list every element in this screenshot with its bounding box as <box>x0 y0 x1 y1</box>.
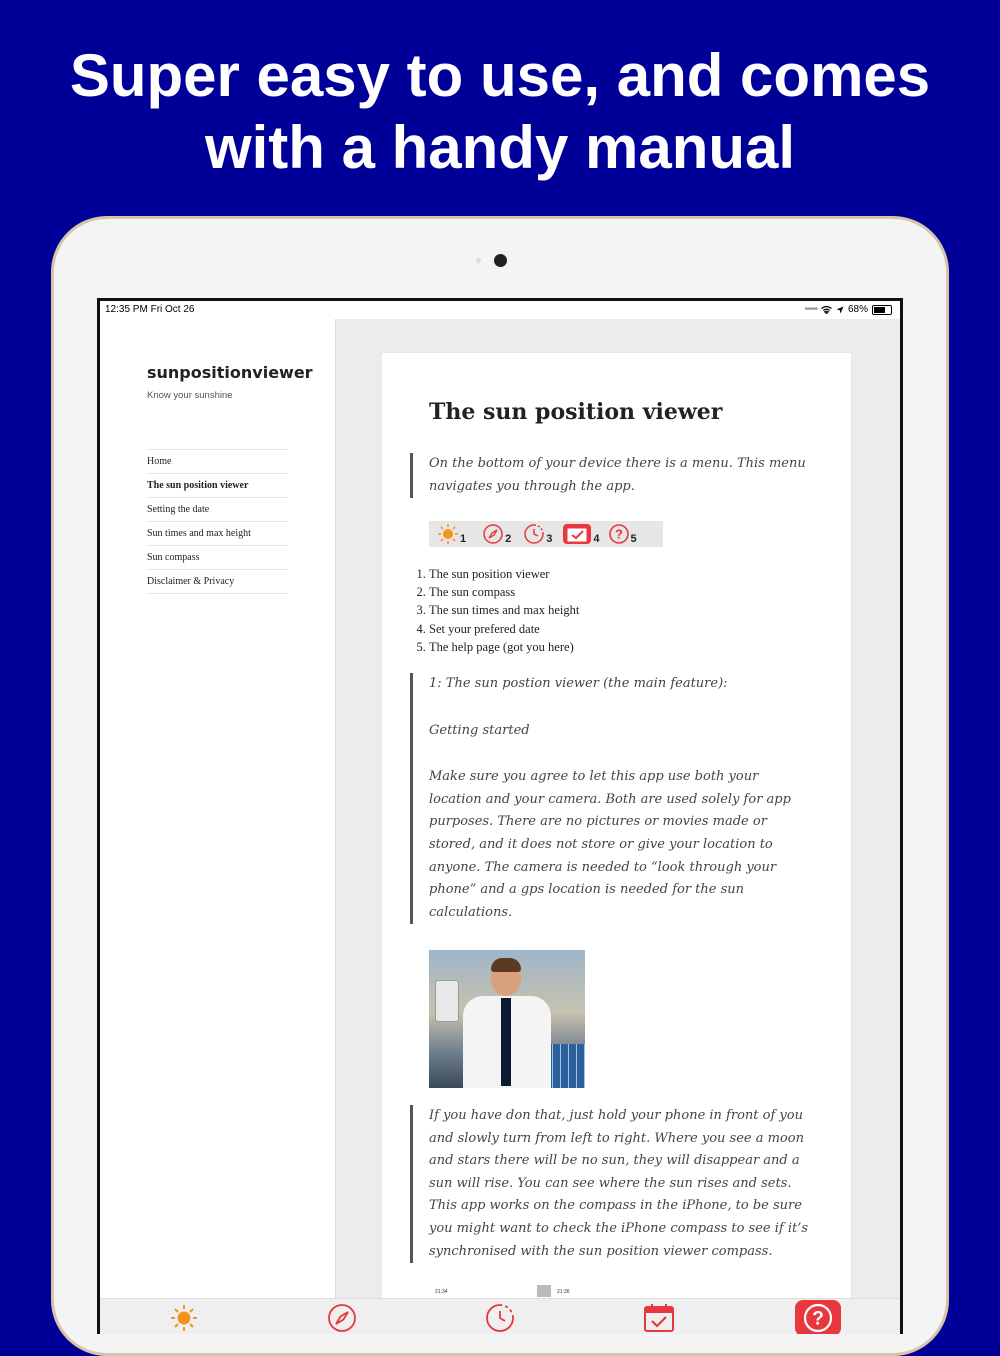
calendar-icon <box>562 523 592 545</box>
nav-item-sun-times[interactable]: Sun times and max height <box>147 521 288 545</box>
nav-item-sun-position-viewer[interactable]: The sun position viewer <box>147 473 288 497</box>
tab-sun[interactable] <box>168 1302 200 1334</box>
thumb-placeholder <box>537 1285 551 1297</box>
sensor-dot <box>476 258 481 263</box>
menu-list <box>410 565 579 656</box>
article <box>382 353 851 1313</box>
intro-quote: On the bottom of your device there is a menu. This menu navigates you through the app. <box>410 453 809 498</box>
photo-man-hair <box>491 958 521 972</box>
help-icon <box>608 523 630 545</box>
compass-icon <box>327 1303 357 1333</box>
tab-sun-times[interactable] <box>484 1302 516 1334</box>
sun-icon <box>437 523 459 545</box>
battery-percent: 68% <box>847 304 868 315</box>
section-quote <box>410 673 809 924</box>
site-title[interactable]: sunpositionviewer <box>147 363 313 382</box>
nav-item-setting-the-date[interactable]: Setting the date <box>147 497 288 521</box>
front-camera <box>494 254 507 267</box>
man-with-phone-photo <box>429 950 585 1088</box>
photo-man-tie <box>501 998 511 1086</box>
legend-item-sun <box>437 523 466 545</box>
location-arrow-icon <box>836 306 844 314</box>
sidebar <box>100 319 335 1319</box>
nav-item-sun-compass[interactable]: Sun compass <box>147 545 288 569</box>
nav-item-disclaimer[interactable]: Disclaimer & Privacy <box>147 569 288 594</box>
calendar-icon <box>643 1303 675 1333</box>
list-item: 4. Set your prefered date <box>429 620 579 638</box>
legend-item-compass <box>482 523 511 545</box>
photo-phone <box>435 980 459 1022</box>
sidebar-nav <box>147 449 288 594</box>
status-bar <box>100 301 900 319</box>
tab-compass[interactable] <box>326 1302 358 1334</box>
menu-legend-image <box>429 521 663 547</box>
legend-number-2: 2 <box>505 533 512 545</box>
compass-icon <box>482 523 504 545</box>
legend-number-4: 4 <box>593 533 600 545</box>
article-title: The sun position viewer <box>429 399 723 425</box>
site-tagline: Know your sunshine <box>147 390 233 401</box>
tab-date[interactable] <box>643 1302 675 1334</box>
thumb-time-1: 21:34 <box>435 1289 448 1295</box>
signal-dots-icon: ••••• <box>804 304 817 315</box>
section-subheading: Getting started <box>429 722 530 738</box>
clock-icon <box>485 1303 515 1333</box>
legend-number-5: 5 <box>630 533 637 545</box>
section-heading: 1: The sun postion viewer (the main feature): <box>429 676 728 691</box>
legend-item-help <box>608 523 637 545</box>
svg-text:?: ? <box>812 1308 824 1330</box>
clock-icon <box>523 523 545 545</box>
list-item: 3. The sun times and max height <box>429 601 579 619</box>
ipad-screen <box>97 298 903 1334</box>
legend-number-3: 3 <box>546 533 553 545</box>
headline-line-1: Super easy to use, and comes <box>69 42 931 109</box>
help-icon <box>802 1302 834 1334</box>
list-item: 5. The help page (got you here) <box>429 638 579 656</box>
thumb-time-2: 21:36 <box>557 1289 570 1295</box>
bottom-tab-bar <box>100 1298 900 1334</box>
headline <box>0 40 1000 184</box>
svg-text:?: ? <box>614 526 623 542</box>
status-right <box>804 304 892 315</box>
legend-item-clock <box>523 523 552 545</box>
wifi-icon <box>821 306 832 314</box>
headline-line-2: with a handy manual <box>204 114 796 181</box>
tab-help[interactable] <box>795 1300 841 1334</box>
list-item: 2. The sun compass <box>429 583 579 601</box>
legend-item-calendar <box>562 523 599 545</box>
section-body: Make sure you agree to let this app use both your location and your camera. Both are used solely for app purposes. There are no pictures or movies made or stored, and it does not store or give your location to anyone. The camera is needed to “look through your phone” and a gps location is needed for the sun calculations. <box>429 769 791 920</box>
screen-content <box>100 301 900 1334</box>
nav-item-home[interactable]: Home <box>147 449 288 473</box>
sun-icon <box>170 1304 198 1332</box>
list-item: 1. The sun position viewer <box>429 565 579 583</box>
legend-number-1: 1 <box>460 533 467 545</box>
battery-icon <box>872 305 892 315</box>
status-time: 12:35 PM Fri Oct 26 <box>105 304 195 315</box>
second-quote: If you have don that, just hold your phone in front of you and slowly turn from left to right. Where you see a moon and stars there will be no sun, they will disappear and a sun will rise. You can see where the sun rises and sets. This app works on the compass in the iPhone, to be sure you might want to check the iPhone compass to see if it’s synchronised with the sun position viewer compass. <box>410 1105 809 1263</box>
